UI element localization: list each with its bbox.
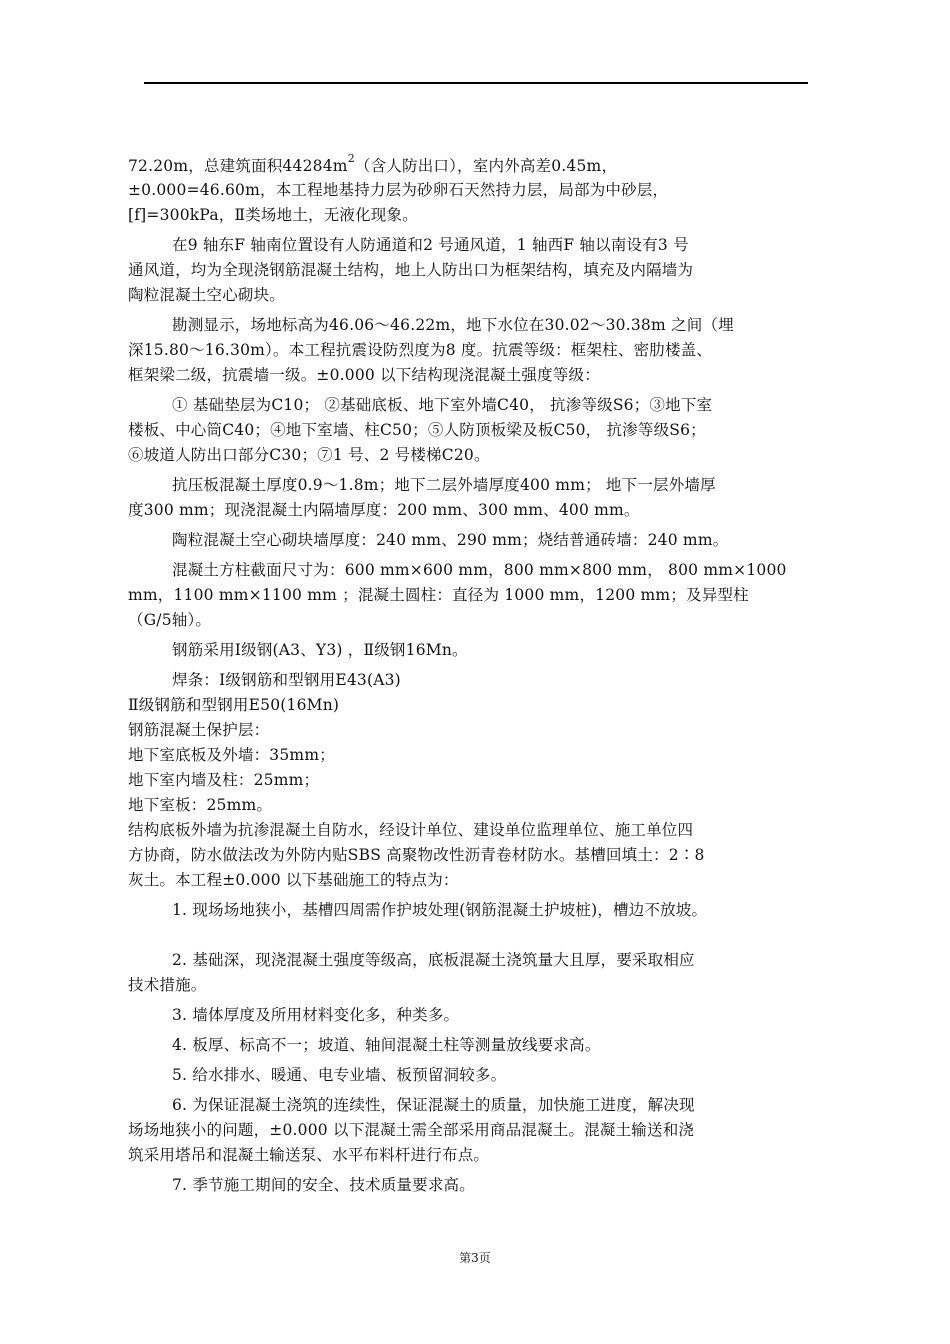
header-rule <box>144 82 808 84</box>
text-line-26: 结构底板外墙为抗渗混凝土自防水，经设计单位、建设单位监理单位、施工单位四 <box>128 821 694 839</box>
text-line-18: （G/5轴）。 <box>128 611 212 629</box>
text-line-29: 1. 现场场地狭小，基槽四周需作护坡处理(钢筋混凝土护坡桩)，槽边不放坡。 <box>172 901 708 919</box>
text-line-20: 焊条：Ⅰ级钢筋和型钢用E43(A3) <box>172 671 401 689</box>
text-line-30: 2. 基础深，现浇混凝土强度等级高，底板混凝土浇筑量大且厚，要采取相应 <box>172 951 695 969</box>
text-line-8: 深15.80～16.30m）。本工程抗震设防烈度为8 度。抗震等级：框架柱、密肋楼盖、 <box>128 341 713 359</box>
page-number: 第3页 <box>459 1251 491 1265</box>
text-line-4: 在9 轴东F 轴南位置设有人防通道和2 号通风道，1 轴西F 轴以南设有3 号 <box>172 236 689 254</box>
text-line-1: 72.20m，总建筑面积$44284m^2$（含人防出口），室内外高差0.45m， <box>128 152 618 175</box>
text-line-10: ① 基础垫层为C10； ②基础底板、地下室外墙C40， 抗渗等级S6；③地下室 <box>172 396 713 414</box>
text-line-17: mm，1100 mm×1100 mm ；混凝土圆柱：直径为 1000 mm，1200 mm；及异型柱 <box>128 586 749 604</box>
text-line-35: 6. 为保证混凝土浇筑的连续性，保证混凝土的质量，加快施工进度，解决现 <box>172 1096 695 1114</box>
text-line-6: 陶粒混凝土空心砌块。 <box>128 286 286 304</box>
text-line-16: 混凝土方柱截面尺寸为：600 mm×600 mm，800 mm×800 mm， 800 mm×1000 <box>172 561 787 579</box>
text-line-21: Ⅱ级钢筋和型钢用E50(16Mn) <box>128 696 340 714</box>
text-line-2: ±0.000=46.60m，本工程地基持力层为砂卵石天然持力层，局部为中砂层， <box>128 181 669 199</box>
text-line-19: 钢筋采用Ⅰ级钢(A3、Y3) ，Ⅱ级钢16Mn。 <box>172 641 468 659</box>
text-line-24: 地下室内墙及柱：25mm； <box>128 771 320 789</box>
text-line-22: 钢筋混凝土保护层： <box>128 721 270 739</box>
text-line-28: 灰土。本工程±0.000 以下基础施工的特点为： <box>128 871 459 889</box>
text-line-27: 方协商，防水做法改为外防内贴SBS 高聚物改性沥青卷材防水。基槽回填土：2∶8 <box>128 846 705 864</box>
text-line-32: 3. 墙体厚度及所用材料变化多，种类多。 <box>172 1006 460 1024</box>
text-line-12: ⑥坡道人防出口部分C30；⑦1 号、2 号楼梯C20。 <box>128 446 490 464</box>
text-line-25: 地下室板：25mm。 <box>128 796 273 814</box>
text-line-34: 5. 给水排水、暖通、电专业墙、板预留洞较多。 <box>172 1066 507 1084</box>
text-line-15: 陶粒混凝土空心砌块墙厚度：240 mm、290 mm；烧结普通砖墙：240 mm。 <box>172 531 729 549</box>
text-line-11: 楼板、中心筒C40；④地下室墙、柱C50；⑤人防顶板梁及板C50， 抗渗等级S6； <box>128 421 706 439</box>
text-line-7: 勘测显示，场地标高为46.06～46.22m，地下水位在30.02～30.38m 之间（埋 <box>172 316 734 334</box>
superscript-2: 2 <box>347 152 355 165</box>
text-line-31: 技术措施。 <box>128 976 207 994</box>
text-line-37: 筑采用塔吊和混凝土输送泵、水平布料杆进行布点。 <box>128 1146 490 1164</box>
text-line-14: 度300 mm；现浇混凝土内隔墙厚度：200 mm、300 mm、400 mm。 <box>128 501 640 519</box>
text-line-3: [f]=300kPa，Ⅱ类场地土，无液化现象。 <box>128 206 418 224</box>
text-line-33: 4. 板厚、标高不一；坡道、轴间混凝土柱等测量放线要求高。 <box>172 1036 601 1054</box>
text-line-23: 地下室底板及外墙：35mm； <box>128 746 335 764</box>
text-line-36: 场场地狭小的问题，±0.000 以下混凝土需全部采用商品混凝土。混凝土输送和浇 <box>128 1121 695 1139</box>
text-line-38: 7. 季节施工期间的安全、技术质量要求高。 <box>172 1176 475 1194</box>
text-line-5: 通风道，均为全现浇钢筋混凝土结构，地上人防出口为框架结构，填充及内隔墙为 <box>128 261 694 279</box>
text-line-13: 抗压板混凝土厚度0.9～1.8m；地下二层外墙厚度400 mm； 地下一层外墙厚 <box>172 476 716 494</box>
text-line-9: 框架梁二级，抗震墙一级。±0.000 以下结构现浇混凝土强度等级： <box>128 366 600 384</box>
